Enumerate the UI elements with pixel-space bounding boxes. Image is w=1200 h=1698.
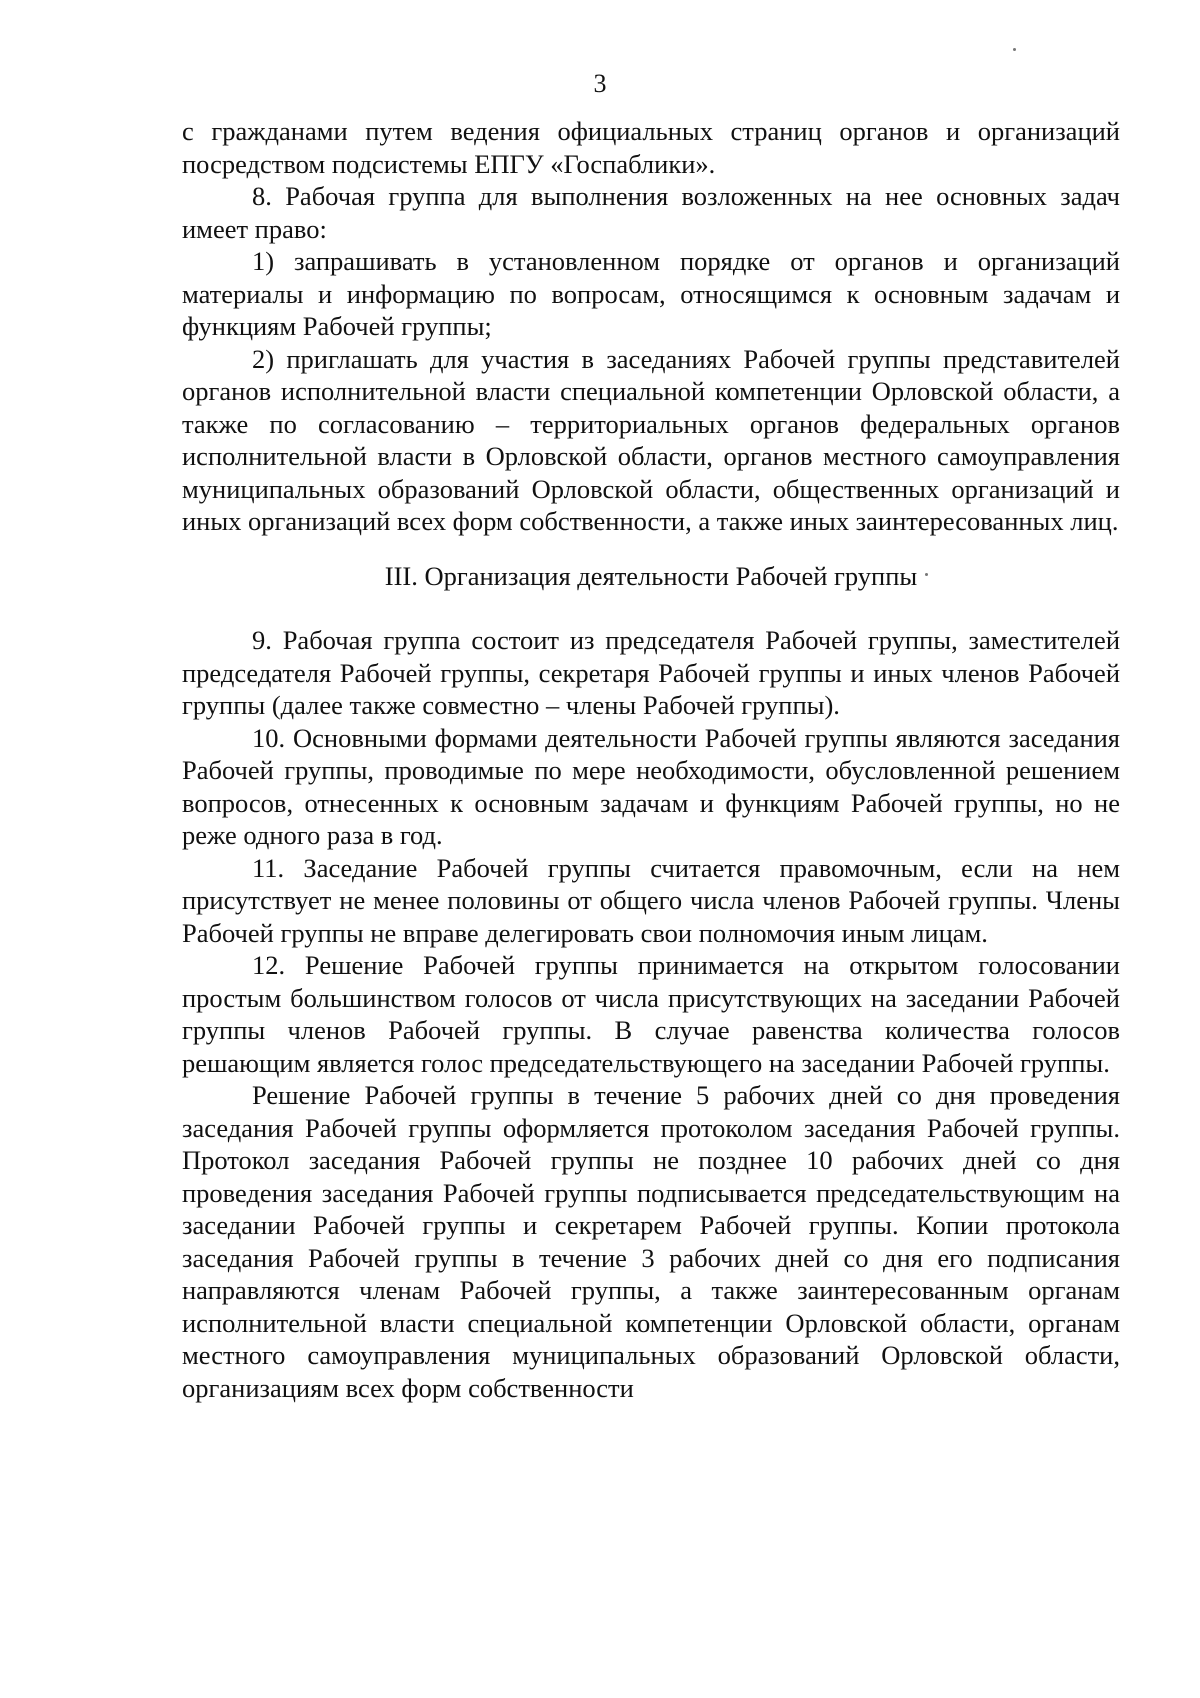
scan-speck	[1013, 48, 1016, 51]
paragraph-10: 10. Основными формами деятельности Рабочей группы являются заседания Рабочей группы, проводимые по мере необходимости, обусловленной решением вопросов, отнесенных к основным задачам и функциям Рабочей группы, но не реже одного раза в год.	[182, 722, 1120, 850]
paragraph-12: 12. Решение Рабочей группы принимается на открытом голосовании простым большинством голосов от числа присутствующих на заседании Рабочей группы членов Рабочей группы. В случае равенства количества голосов решающим является голос председательствующего на заседании Рабочей группы.	[182, 950, 1120, 1078]
paragraph-8-item-2: 2) приглашать для участия в заседаниях Рабочей группы представителей органов исполнительной власти специальной компетенции Орловской области, а также по согласованию – территориальных органов федеральных органов исполнительной власти в Орловской области, органов местного самоуправления муниципальных образований Орловской области, общественных организаций и иных организаций всех форм собственности, а также иных заинтересованных лиц.	[182, 343, 1120, 536]
page-number: 3	[593, 69, 607, 98]
scan-speck	[925, 573, 928, 576]
paragraph-9: 9. Рабочая группа состоит из председателя Рабочей группы, заместителей председателя Рабочей группы, секретаря Рабочей группы и иных членов Рабочей группы (далее также совместно – члены Рабочей группы).	[182, 625, 1120, 720]
paragraph-8: 8. Рабочая группа для выполнения возложенных на нее основных задач имеет право:	[182, 181, 1120, 244]
paragraph-12-continuation: Решение Рабочей группы в течение 5 рабочих дней со дня проведения заседания Рабочей группы оформляется протоколом заседания Рабочей группы. Протокол заседания Рабочей группы не позднее 10 рабочих дней со дня проведения заседания Рабочей группы подписывается председательствующим на заседании Рабочей группы и секретарем Рабочей группы. Копии протокола заседания Рабочей группы в течение 3 рабочих дней со дня его подписания направляются членам Рабочей группы, а также заинтересованным органам исполнительной власти специальной компетенции Орловской области, органам местного самоуправления муниципальных образований Орловской области, организациям всех форм собственности	[182, 1080, 1120, 1403]
paragraph-8-item-1: 1) запрашивать в установленном порядке от органов и организаций материалы и информацию по вопросам, относящимся к основным задачам и функциям Рабочей группы;	[182, 246, 1120, 341]
paragraph-continuation: с гражданами путем ведения официальных страниц органов и организаций посредством подсистемы ЕПГУ «Госпаблики».	[182, 116, 1120, 179]
paragraph-11: 11. Заседание Рабочей группы считается правомочным, если на нем присутствует не менее половины от общего числа членов Рабочей группы. Члены Рабочей группы не вправе делегировать свои полномочия иным лицам.	[182, 852, 1120, 948]
section-heading: III. Организация деятельности Рабочей группы	[384, 560, 918, 591]
document-body	[182, 115, 1120, 1404]
